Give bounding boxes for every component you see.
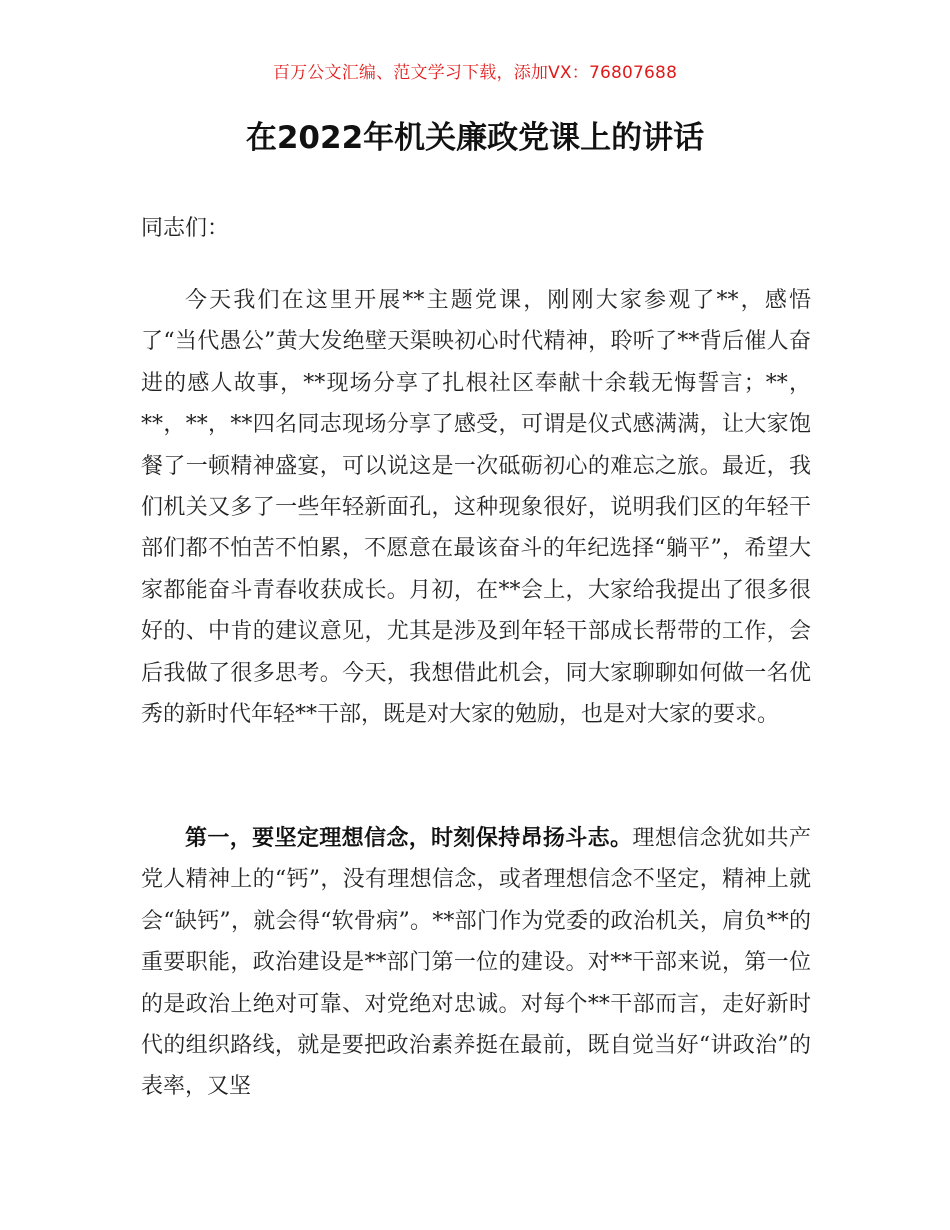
paragraph-opening — [141, 280, 811, 735]
paragraph-lead-heading: 第一，要坚定理想信念，时刻保持昂扬斗志。 — [185, 826, 633, 851]
salutation: 同志们： — [141, 216, 230, 241]
paragraph-body-text: 理想信念犹如共产党人精神上的“钙”，没有理想信念，或者理想信念不坚定，精神上就会“缺钙”，就会得“软骨病”。**部门作为党委的政治机关，肩负**的重要职能，政治建设是**部门第一位的建设。对**干部来说，第一位的是政治上绝对可靠、对党绝对忠诚。对每个**干部而言，走好新时代的组织路线，就是要把政治素养挺在最前，既自觉当好“讲政治”的表率，又坚 — [141, 826, 811, 1100]
paragraph-body-text: 今天我们在这里开展**主题党课，刚刚大家参观了**，感悟了“当代愚公”黄大发绝壁天渠映初心时代精神，聆听了**背后催人奋进的感人故事，**现场分享了扎根社区奉献十余载无悔誓言；**，**，**，**四名同志现场分享了感受，可谓是仪式感满满，让大家饱餐了一顿精神盛宴，可以说这是一次砥砺初心的难忘之旅。最近，我们机关又多了一些年轻新面孔，这种现象很好，说明我们区的年轻干部们都不怕苦不怕累，不愿意在最该奋斗的年纪选择“躺平”，希望大家都能奋斗青春收获成长。月初，在**会上，大家给我提出了很多很好的、中肯的建议意见，尤其是涉及到年轻干部成长帮带的工作，会后我做了很多思考。今天，我想借此机会，同大家聊聊如何做一名优秀的新时代年轻**干部，既是对大家的勉励，也是对大家的要求。 — [141, 288, 811, 728]
paragraph-point-one — [141, 818, 811, 1108]
page-title: 在2022年机关廉政党课上的讲话 — [245, 120, 705, 156]
download-banner: 百万公文汇编、范文学习下载，添加VX：76807688 — [272, 63, 678, 83]
